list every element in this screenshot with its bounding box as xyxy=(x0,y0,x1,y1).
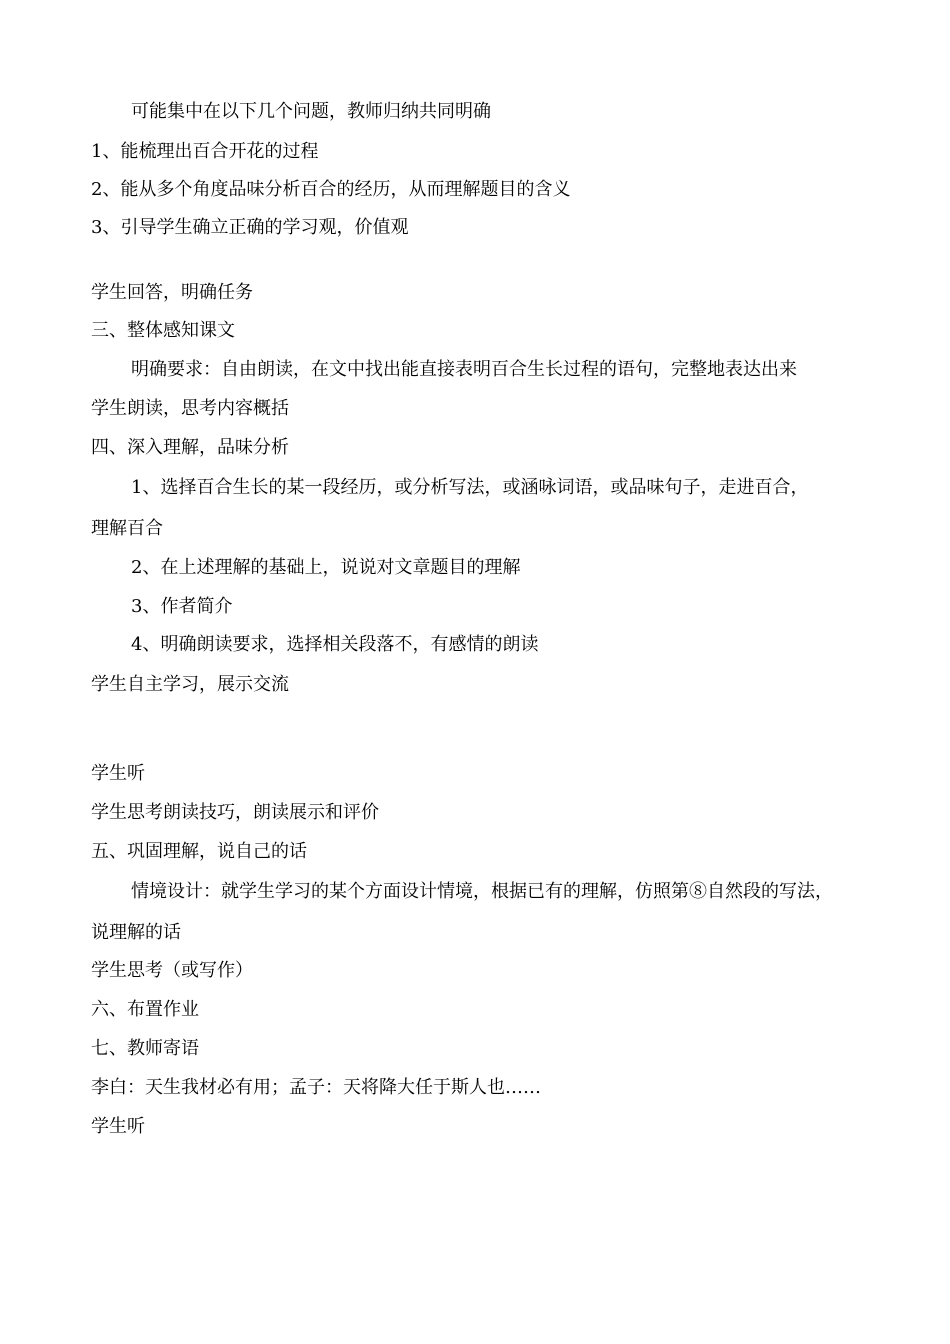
section-heading: 七、教师寄语 xyxy=(91,1038,199,1059)
section-heading: 五、巩固理解，说自己的话 xyxy=(91,841,307,862)
text-line: 学生思考（或写作） xyxy=(91,960,253,981)
text-line: 1、选择百合生长的某一段经历，或分析写法，或涵咏词语，或品味句子，走进百合， xyxy=(131,477,809,498)
text-line: 学生自主学习，展示交流 xyxy=(91,674,289,695)
text-line: 2、能从多个角度品味分析百合的经历，从而理解题目的含义 xyxy=(91,179,571,200)
text-line: 3、作者简介 xyxy=(131,596,233,617)
section-heading: 四、深入理解，品味分析 xyxy=(91,437,289,458)
text-line: 可能集中在以下几个问题，教师归纳共同明确 xyxy=(131,101,491,122)
text-line: 理解百合 xyxy=(91,518,163,539)
text-line: 3、引导学生确立正确的学习观，价值观 xyxy=(91,217,409,238)
text-line: 1、能梳理出百合开花的过程 xyxy=(91,141,319,162)
section-heading: 三、整体感知课文 xyxy=(91,320,235,341)
text-line: 学生回答，明确任务 xyxy=(91,282,253,303)
text-line: 说理解的话 xyxy=(91,922,181,943)
section-heading: 六、布置作业 xyxy=(91,999,199,1020)
text-line: 2、在上述理解的基础上，说说对文章题目的理解 xyxy=(131,557,521,578)
text-line: 学生听 xyxy=(91,1116,145,1137)
text-line: 4、明确朗读要求，选择相关段落不，有感情的朗读 xyxy=(131,634,539,655)
text-line: 李白：天生我材必有用；孟子：天将降大任于斯人也…… xyxy=(91,1077,541,1098)
text-line: 情境设计：就学生学习的某个方面设计情境，根据已有的理解，仿照第⑧自然段的写法， xyxy=(131,881,833,902)
text-line: 学生朗读，思考内容概括 xyxy=(91,398,289,419)
text-line: 学生听 xyxy=(91,763,145,784)
text-line: 明确要求：自由朗读，在文中找出能直接表明百合生长过程的语句，完整地表达出来 xyxy=(131,359,797,380)
text-line: 学生思考朗读技巧，朗读展示和评价 xyxy=(91,802,379,823)
